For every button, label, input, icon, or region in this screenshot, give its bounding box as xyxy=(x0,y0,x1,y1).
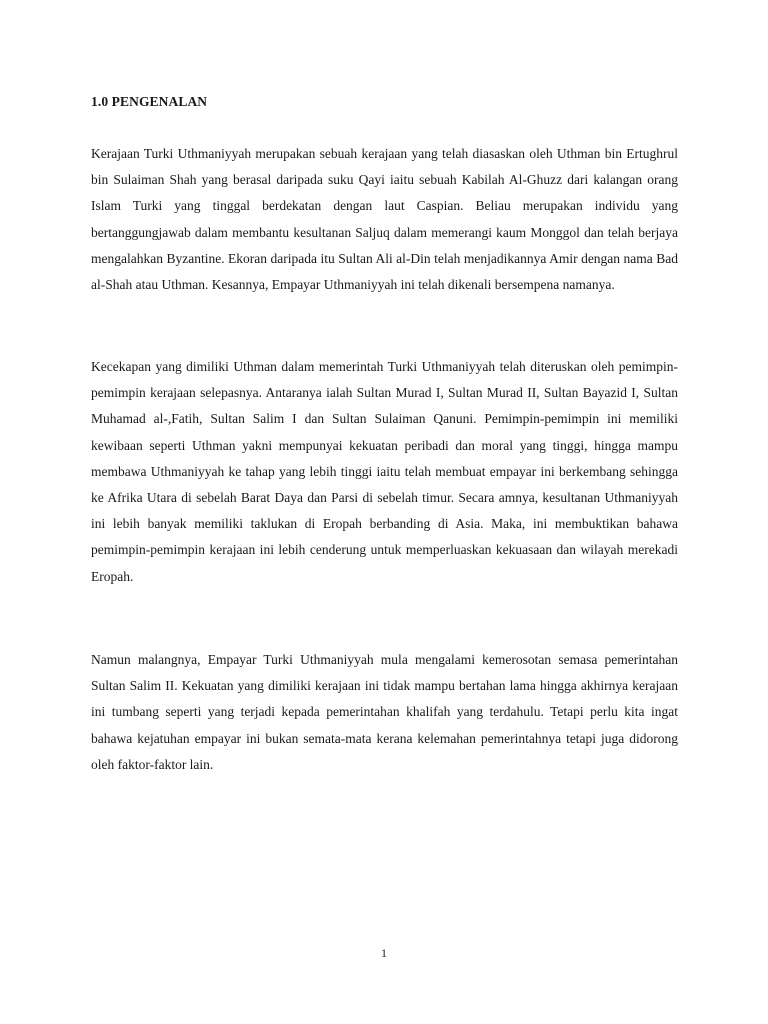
page-number: 1 xyxy=(381,946,387,960)
section-heading: 1.0 PENGENALAN xyxy=(91,94,208,109)
paragraph-introduction: Kerajaan Turki Uthmaniyyah merupakan sebuah kerajaan yang telah diasaskan oleh Uthman bin Ertughrul bin Sulaiman Shah yang berasal daripada suku Qayi iaitu sebuah Kabilah Al-Ghuzz dari kalangan orang Islam Turki yang tinggal berdekatan dengan laut Caspian. Beliau merupakan individu yang bertanggungjawab dalam membantu kesultanan Saljuq dalam memerangi kaum Monggol dan telah berjaya mengalahkan Byzantine. Ekoran daripada itu Sultan Ali al-Din telah menjadikannya Amir dengan nama Bad al-Shah atau Uthman. Kesannya, Empayar Uthmaniyyah ini telah dikenali bersempena namanya. xyxy=(91,146,678,293)
paragraph-leaders: Kecekapan yang dimiliki Uthman dalam memerintah Turki Uthmaniyyah telah diteruskan oleh pemimpin-pemimpin kerajaan selepasnya. Antaranya ialah Sultan Murad I, Sultan Murad II, Sultan Bayazid I, Sultan Muhamad al-,Fatih, Sultan Salim I dan Sultan Sulaiman Qanuni. Pemimpin-pemimpin ini memiliki kewibaan seperti Uthman yakni mempunyai kekuatan peribadi dan moral yang tinggi, hingga mampu membawa Uthmaniyyah ke tahap yang lebih tinggi iaitu telah membuat empayar ini berkembang sehingga ke Afrika Utara di sebelah Barat Daya dan Parsi di sebelah timur. Secara amnya, kesultanan Uthmaniyyah ini lebih banyak memiliki taklukan di Eropah berbanding di Asia. Maka, ini membuktikan bahawa pemimpin-pemimpin kerajaan ini lebih cenderung untuk memperluaskan kekuasaan dan wilayah merekadi Eropah. xyxy=(91,359,678,584)
paragraph-decline: Namun malangnya, Empayar Turki Uthmaniyyah mula mengalami kemerosotan semasa pemerintahan Sultan Salim II. Kekuatan yang dimiliki kerajaan ini tidak mampu bertahan lama hingga akhirnya kerajaan ini tumbang seperti yang terjadi kepada pemerintahan khalifah yang terdahulu. Tetapi perlu kita ingat bahawa kejatuhan empayar ini bukan semata-mata kerana kelemahan pemerintahnya tetapi juga didorong oleh faktor-faktor lain. xyxy=(91,652,678,772)
